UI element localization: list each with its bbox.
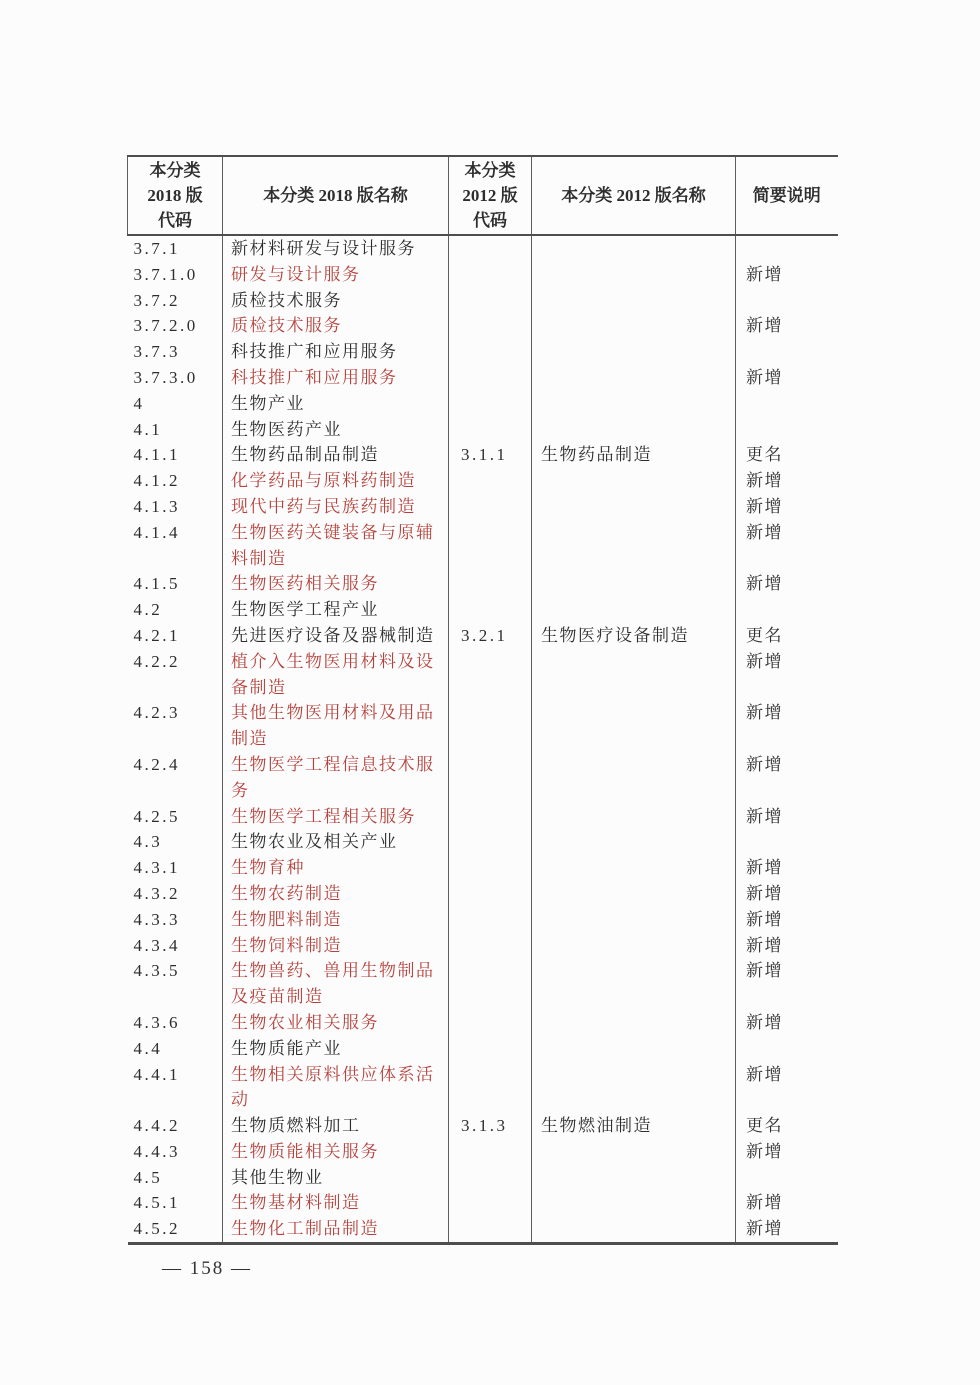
cell-2012-name <box>532 700 736 752</box>
cell-note <box>736 339 838 365</box>
cell-2018-name: 研发与设计服务 <box>223 262 449 288</box>
cell-2018-code: 4.1.4 <box>128 520 223 572</box>
cell-2018-code: 3.7.1 <box>128 235 223 262</box>
table-row <box>128 417 838 443</box>
cell-note: 新增 <box>746 522 783 542</box>
cell-2012-name <box>532 262 736 288</box>
cell-2012-code <box>449 494 532 520</box>
cell-2012-code <box>449 958 532 1010</box>
cell-2012-code <box>449 881 532 907</box>
cell-note <box>736 597 838 623</box>
cell-note: 新增 <box>746 574 783 594</box>
cell-2012-name <box>532 1165 736 1191</box>
cell-2012-code <box>449 468 532 494</box>
cell-2018-code: 3.7.3 <box>128 339 223 365</box>
cell-2018-name: 生物农药制造 <box>223 881 449 907</box>
cell-note: 更名 <box>746 445 783 465</box>
cell-2012-code <box>449 855 532 881</box>
cell-2012-code <box>449 700 532 752</box>
cell-note: 更名 <box>746 1116 783 1136</box>
cell-2018-code: 4.1.1 <box>128 442 223 468</box>
cell-note <box>736 1165 838 1191</box>
cell-note <box>736 1036 838 1062</box>
cell-note <box>736 235 838 262</box>
cell-2018-name: 生物医学工程相关服务 <box>223 804 449 830</box>
cell-note: 新增 <box>746 1064 783 1084</box>
table-row <box>128 468 838 494</box>
cell-note <box>736 417 838 443</box>
page-number: — 158 — <box>162 1258 252 1279</box>
cell-2012-code <box>449 829 532 855</box>
cell-2012-name <box>532 571 736 597</box>
table-row <box>128 339 838 365</box>
cell-2012-code <box>449 1010 532 1036</box>
cell-note: 新增 <box>746 471 783 491</box>
cell-2018-name: 植介入生物医用材料及设备制造 <box>223 649 449 701</box>
cell-2018-code: 4.1 <box>128 417 223 443</box>
cell-2018-code: 4.3.2 <box>128 881 223 907</box>
table-row <box>128 442 838 468</box>
cell-2012-name <box>532 958 736 1010</box>
cell-2018-code: 4.4.1 <box>128 1062 223 1114</box>
cell-2018-code: 4.5.1 <box>128 1190 223 1216</box>
cell-2018-name: 生物医学工程产业 <box>223 597 449 623</box>
cell-2012-code <box>449 597 532 623</box>
classification-comparison-table <box>127 155 838 1245</box>
table-row <box>128 235 838 262</box>
cell-2018-code: 4.2.2 <box>128 649 223 701</box>
table-row <box>128 752 838 804</box>
table-row <box>128 933 838 959</box>
table-row <box>128 958 838 1010</box>
header-2018-code: 本分类 2018 版 代码 <box>128 156 223 235</box>
cell-note: 新增 <box>746 703 783 723</box>
table-row <box>128 907 838 933</box>
table-body <box>128 235 838 1244</box>
cell-2012-code <box>449 1036 532 1062</box>
cell-2012-name <box>532 881 736 907</box>
cell-note: 新增 <box>746 754 783 774</box>
cell-2018-name: 生物基材料制造 <box>223 1190 449 1216</box>
table-row <box>128 1010 838 1036</box>
cell-2018-name: 生物质能相关服务 <box>223 1139 449 1165</box>
cell-note: 新增 <box>746 1141 783 1161</box>
table-row <box>128 365 838 391</box>
cell-2018-code: 4.5.2 <box>128 1216 223 1243</box>
table-header <box>128 156 838 235</box>
cell-2012-code <box>449 339 532 365</box>
cell-2012-code <box>449 1139 532 1165</box>
cell-2018-name: 生物医药关键装备与原辅料制造 <box>223 520 449 572</box>
cell-2012-name <box>532 365 736 391</box>
cell-2012-code <box>449 1190 532 1216</box>
table-row <box>128 855 838 881</box>
cell-2018-name: 生物产业 <box>223 391 449 417</box>
table-row <box>128 494 838 520</box>
cell-2018-name: 生物质能产业 <box>223 1036 449 1062</box>
cell-note: 新增 <box>746 1193 783 1213</box>
cell-2018-code: 4.3.6 <box>128 1010 223 1036</box>
table-row <box>128 881 838 907</box>
table-row <box>128 1190 838 1216</box>
cell-2018-code: 4.3.1 <box>128 855 223 881</box>
table-row <box>128 313 838 339</box>
cell-2018-name: 生物质燃料加工 <box>223 1113 449 1139</box>
cell-2012-name: 生物医疗设备制造 <box>532 623 736 649</box>
cell-2018-code: 4.4 <box>128 1036 223 1062</box>
cell-2018-name: 生物兽药、兽用生物制品及疫苗制造 <box>223 958 449 1010</box>
cell-2018-name: 其他生物医用材料及用品制造 <box>223 700 449 752</box>
header-2012-name: 本分类 2012 版名称 <box>532 156 736 235</box>
cell-note: 新增 <box>746 1219 783 1239</box>
table-row <box>128 1036 838 1062</box>
cell-2018-code: 3.7.1.0 <box>128 262 223 288</box>
table-row <box>128 700 838 752</box>
cell-2018-code: 4.2.3 <box>128 700 223 752</box>
cell-2018-code: 3.7.2.0 <box>128 313 223 339</box>
cell-2018-name: 生物相关原料供应体系活动 <box>223 1062 449 1114</box>
cell-2018-code: 4.3.4 <box>128 933 223 959</box>
cell-note: 新增 <box>746 496 783 516</box>
cell-2012-name <box>532 829 736 855</box>
cell-2012-code <box>449 752 532 804</box>
cell-2018-code: 4.2.5 <box>128 804 223 830</box>
cell-2018-name: 先进医疗设备及器械制造 <box>223 623 449 649</box>
cell-2012-name <box>532 1036 736 1062</box>
table-row <box>128 520 838 572</box>
table-row <box>128 391 838 417</box>
cell-2012-name <box>532 804 736 830</box>
cell-2018-name: 生物化工制品制造 <box>223 1216 449 1243</box>
cell-2012-code <box>449 520 532 572</box>
cell-2012-name <box>532 907 736 933</box>
cell-2012-name <box>532 235 736 262</box>
cell-2012-name <box>532 288 736 314</box>
cell-2018-code: 4.1.3 <box>128 494 223 520</box>
cell-2018-code: 4.5 <box>128 1165 223 1191</box>
cell-2012-name <box>532 597 736 623</box>
cell-2018-name: 生物医学工程信息技术服务 <box>223 752 449 804</box>
cell-2018-name: 质检技术服务 <box>223 288 449 314</box>
cell-2012-code <box>449 1165 532 1191</box>
cell-note: 新增 <box>746 858 783 878</box>
cell-2018-name: 生物医药相关服务 <box>223 571 449 597</box>
cell-2018-name: 生物饲料制造 <box>223 933 449 959</box>
cell-note: 新增 <box>746 909 783 929</box>
cell-2012-name <box>532 933 736 959</box>
cell-2018-code: 3.7.2 <box>128 288 223 314</box>
cell-2012-name <box>532 752 736 804</box>
table-row <box>128 649 838 701</box>
cell-2018-name: 生物医药产业 <box>223 417 449 443</box>
cell-2012-name <box>532 417 736 443</box>
cell-2012-name <box>532 1062 736 1114</box>
cell-note <box>736 391 838 417</box>
cell-2012-code: 3.1.3 <box>449 1113 532 1139</box>
table-row <box>128 262 838 288</box>
cell-2018-code: 4.2.4 <box>128 752 223 804</box>
cell-2012-name <box>532 339 736 365</box>
cell-2018-code: 4.2 <box>128 597 223 623</box>
cell-note: 新增 <box>746 651 783 671</box>
cell-2012-name: 生物药品制造 <box>532 442 736 468</box>
cell-2012-code: 3.1.1 <box>449 442 532 468</box>
cell-note: 新增 <box>746 264 783 284</box>
cell-2012-code <box>449 1062 532 1114</box>
table-row <box>128 1062 838 1114</box>
cell-2012-name <box>532 468 736 494</box>
cell-2012-name <box>532 855 736 881</box>
cell-note: 新增 <box>746 1012 783 1032</box>
cell-2012-name <box>532 313 736 339</box>
header-note: 简要说明 <box>736 156 838 235</box>
cell-2018-name: 新材料研发与设计服务 <box>223 235 449 262</box>
cell-note: 新增 <box>746 367 783 387</box>
cell-2012-name <box>532 520 736 572</box>
cell-2012-code <box>449 933 532 959</box>
cell-2012-code <box>449 235 532 262</box>
table-row <box>128 804 838 830</box>
cell-2018-name: 科技推广和应用服务 <box>223 365 449 391</box>
cell-2012-code <box>449 1216 532 1243</box>
cell-2018-name: 生物农业相关服务 <box>223 1010 449 1036</box>
cell-2012-code <box>449 365 532 391</box>
cell-2012-code <box>449 391 532 417</box>
table-row <box>128 829 838 855</box>
cell-2012-name <box>532 391 736 417</box>
cell-2018-name: 现代中药与民族药制造 <box>223 494 449 520</box>
cell-2018-name: 生物药品制品制造 <box>223 442 449 468</box>
cell-2012-name: 生物燃油制造 <box>532 1113 736 1139</box>
table-row <box>128 623 838 649</box>
cell-note: 新增 <box>746 961 783 981</box>
cell-note: 新增 <box>746 935 783 955</box>
table-row <box>128 1139 838 1165</box>
cell-note <box>736 829 838 855</box>
cell-2012-code <box>449 288 532 314</box>
cell-2018-code: 4.2.1 <box>128 623 223 649</box>
cell-2012-name <box>532 1216 736 1243</box>
cell-note: 新增 <box>746 883 783 903</box>
cell-2012-code <box>449 313 532 339</box>
cell-2018-code: 4.1.5 <box>128 571 223 597</box>
cell-2012-name <box>532 649 736 701</box>
cell-note: 新增 <box>746 806 783 826</box>
cell-note <box>736 288 838 314</box>
cell-2012-name <box>532 1010 736 1036</box>
cell-2012-code: 3.2.1 <box>449 623 532 649</box>
cell-2012-code <box>449 649 532 701</box>
cell-2018-name: 科技推广和应用服务 <box>223 339 449 365</box>
cell-2018-code: 4.3.3 <box>128 907 223 933</box>
header-2012-code: 本分类 2012 版 代码 <box>449 156 532 235</box>
cell-2018-code: 4.1.2 <box>128 468 223 494</box>
cell-2018-name: 质检技术服务 <box>223 313 449 339</box>
table-row <box>128 1165 838 1191</box>
cell-2012-code <box>449 262 532 288</box>
cell-2018-code: 4.4.2 <box>128 1113 223 1139</box>
header-2018-name: 本分类 2018 版名称 <box>223 156 449 235</box>
cell-2018-code: 4 <box>128 391 223 417</box>
cell-2018-name: 化学药品与原料药制造 <box>223 468 449 494</box>
cell-2018-name: 生物肥料制造 <box>223 907 449 933</box>
cell-2012-code <box>449 804 532 830</box>
cell-2018-code: 4.3 <box>128 829 223 855</box>
cell-note: 新增 <box>746 316 783 336</box>
cell-note: 更名 <box>746 625 783 645</box>
cell-2012-name <box>532 1139 736 1165</box>
cell-2018-code: 4.3.5 <box>128 958 223 1010</box>
table-row <box>128 1113 838 1139</box>
cell-2012-code <box>449 571 532 597</box>
header-row <box>128 156 838 235</box>
cell-2012-code <box>449 417 532 443</box>
cell-2018-name: 生物育种 <box>223 855 449 881</box>
cell-2018-code: 3.7.3.0 <box>128 365 223 391</box>
cell-2018-name: 生物农业及相关产业 <box>223 829 449 855</box>
table-row <box>128 1216 838 1243</box>
cell-2018-name: 其他生物业 <box>223 1165 449 1191</box>
table-row <box>128 597 838 623</box>
cell-2018-code: 4.4.3 <box>128 1139 223 1165</box>
cell-2012-name <box>532 494 736 520</box>
table-row <box>128 571 838 597</box>
cell-2012-code <box>449 907 532 933</box>
cell-2012-name <box>532 1190 736 1216</box>
table-row <box>128 288 838 314</box>
